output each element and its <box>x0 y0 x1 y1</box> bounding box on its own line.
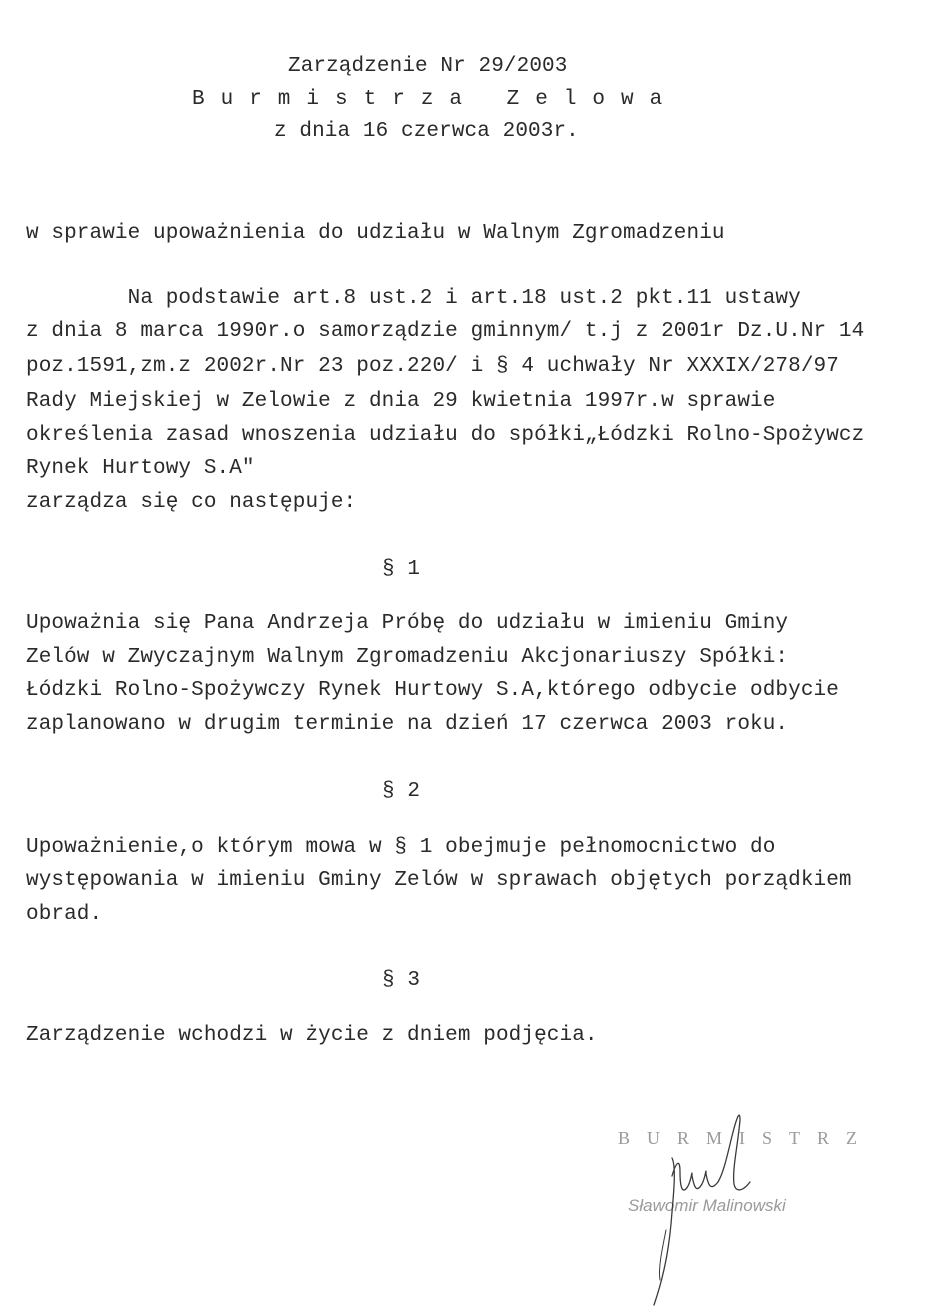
document-title: Zarządzenie Nr 29/2003 <box>288 55 568 78</box>
section-1-line: Łódzki Rolno-Spożywczy Rynek Hurtowy S.A,którego odbycie odbycie <box>26 679 839 702</box>
preamble-line: poz.1591,zm.z 2002r.Nr 23 poz.220/ i § 4 uchwały Nr XXXIX/278/97 <box>26 355 839 378</box>
section-2-line: występowania w imieniu Gminy Zelów w sprawach objętych porządkiem <box>26 869 852 892</box>
preamble-line: Na podstawie art.8 ust.2 i art.18 ust.2 pkt.11 ustawy <box>26 287 801 310</box>
section-2-heading: § 2 <box>382 780 421 803</box>
section-2-line: Upoważnienie,o którym mowa w § 1 obejmuje pełnomocnictwo do <box>26 836 776 859</box>
section-1-heading: § 1 <box>382 558 421 581</box>
section-3-line: Zarządzenie wchodzi w życie z dniem podjęcia. <box>26 1024 598 1047</box>
section-1-line: Zelów w Zwyczajnym Walnym Zgromadzeniu Akcjonariuszy Spółki: <box>26 646 789 669</box>
section-3-heading: § 3 <box>382 969 421 992</box>
handwritten-signature <box>636 1100 786 1308</box>
preamble-line: określenia zasad wnoszenia udziału do spółki„Łódzki Rolno-Spożywcz <box>26 424 865 447</box>
section-2-line: obrad. <box>26 903 103 926</box>
document-subject: w sprawie upoważnienia do udziału w Walnym Zgromadzeniu <box>26 222 725 245</box>
document-date: z dnia 16 czerwca 2003r. <box>274 120 579 143</box>
document-issuer: Burmistrza Zelowa <box>192 88 679 111</box>
stamp-title: BURMISTRZ <box>618 1128 875 1148</box>
preamble-line: z dnia 8 marca 1990r.o samorządzie gminnym/ t.j z 2001r Dz.U.Nr 14 <box>26 320 865 343</box>
stamp-name: Sławomir Malinowski <box>628 1196 786 1215</box>
section-1-line: zaplanowano w drugim terminie na dzień 17 czerwca 2003 roku. <box>26 713 789 736</box>
preamble-line: Rynek Hurtowy S.A" <box>26 457 255 480</box>
preamble-line: Rady Miejskiej w Zelowie z dnia 29 kwietnia 1997r.w sprawie <box>26 390 776 413</box>
preamble-line: zarządza się co następuje: <box>26 491 357 514</box>
section-1-line: Upoważnia się Pana Andrzeja Próbę do udziału w imieniu Gminy <box>26 612 789 635</box>
